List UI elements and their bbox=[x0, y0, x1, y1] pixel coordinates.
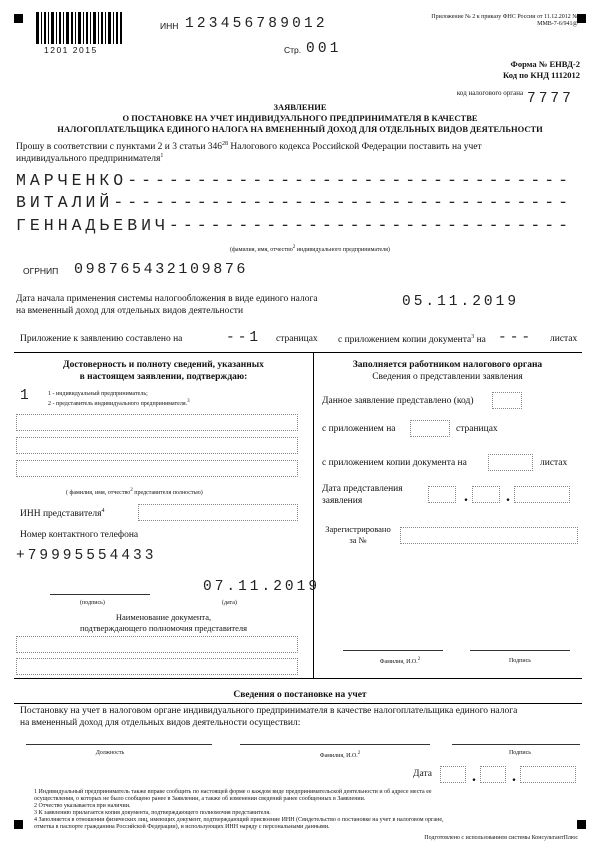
submit-date-dot1: . bbox=[464, 488, 468, 505]
person-caption-start: (фамилия, имя, отчество bbox=[230, 247, 293, 253]
copies-field[interactable] bbox=[488, 454, 533, 471]
fio-caption-sup: 2 bbox=[417, 657, 421, 662]
appendix-copies-unit: листах bbox=[550, 334, 578, 344]
footnote-1b: осуществления, о которых не было сообщено ранее в Заявлении, а также об изменении сведений ранее сообщенных в Заявлении. bbox=[34, 796, 366, 802]
corner-marker-top-right bbox=[577, 14, 586, 23]
footnotes bbox=[34, 789, 580, 831]
rep-name-row3[interactable] bbox=[16, 460, 298, 477]
reg-sign-line bbox=[452, 744, 580, 745]
rep-caption-end: представителя полностью) bbox=[134, 490, 203, 496]
position-caption: Должность bbox=[95, 750, 125, 756]
corner-marker-bottom-left bbox=[14, 820, 23, 829]
submit-date-month-cells bbox=[472, 486, 500, 503]
person-caption-end: индивидуального предпринимателя) bbox=[296, 247, 390, 253]
patronymic-fill: ----------------------------- bbox=[168, 216, 573, 235]
rep-inn-sup: 4 bbox=[101, 508, 105, 514]
submitted-code-field[interactable] bbox=[492, 392, 522, 409]
sign-caption-right: Подпись bbox=[508, 658, 532, 664]
reg-fio-sup: 2 bbox=[357, 751, 361, 756]
registration-heading: Сведения о постановке на учет bbox=[233, 690, 367, 700]
position-line bbox=[26, 744, 212, 745]
sign-date-sep1: . bbox=[226, 579, 239, 595]
rep-inn-label-wrap bbox=[20, 508, 104, 519]
request-sup1: 28 bbox=[222, 141, 229, 147]
surname-value: МАРЧЕНКО bbox=[16, 171, 128, 190]
request-text-line2 bbox=[16, 153, 163, 164]
fio-caption-wrap bbox=[360, 656, 440, 666]
start-date-sep1: . bbox=[425, 294, 438, 310]
barcode-image bbox=[36, 12, 122, 44]
footnote-3: 3 К заявлению прилагается копия документа, подтверждающего полномочия представителя. bbox=[34, 810, 271, 816]
right-heading1: Заполняется работником налогового органа bbox=[352, 360, 543, 370]
reg-fio-caption-wrap bbox=[300, 750, 380, 760]
registration-top-border bbox=[14, 678, 582, 679]
knd-code: Код по КНД 1112012 bbox=[502, 70, 580, 80]
start-date-label1: Дата начала применения системы налогообложения в виде единого налога bbox=[16, 294, 318, 304]
with-appendix-label: с приложением на bbox=[322, 424, 396, 434]
sign-date-value[interactable] bbox=[203, 579, 320, 595]
request-sup2: 1 bbox=[160, 153, 164, 159]
appendix-note: Приложение № 2 к приказу ФНС России от 11.12.2012 № ММВ-7-6/941@ bbox=[431, 14, 578, 27]
appendix-pages-unit: страницах bbox=[276, 334, 318, 344]
submit-date-year-cells bbox=[514, 486, 570, 503]
reg-date-dot2: . bbox=[512, 768, 516, 785]
ogrnip-label: ОГРНИП bbox=[23, 266, 59, 276]
date-caption: (дата) bbox=[222, 600, 237, 606]
submit-date-label2: заявления bbox=[322, 496, 363, 506]
reg-date-dot1: . bbox=[472, 768, 476, 785]
registered-label2: за № bbox=[349, 535, 367, 545]
submitted-label: Данное заявление представлено (код) bbox=[322, 396, 474, 406]
reg-fio-line bbox=[240, 744, 430, 745]
corner-marker-top-left bbox=[14, 14, 23, 23]
sign-date-month: 11 bbox=[238, 579, 262, 595]
person-caption-sup: 2 bbox=[292, 245, 296, 250]
footnote-4a: 4 Заполняется в отношении физических лиц, имеющих документ, подтверждающий присвоение ИНН (Свидетельство о постановке на учет в налоговом органе, bbox=[34, 817, 444, 823]
person-caption bbox=[230, 244, 390, 254]
submit-date-field[interactable] bbox=[428, 486, 578, 503]
signer-option2: 2 - представитель индивидуального предпринимателя. bbox=[48, 401, 188, 407]
ogrnip-value[interactable]: 098765432109876 bbox=[74, 261, 249, 278]
section-divider bbox=[313, 352, 314, 678]
appendix-copies-label: с приложением копии документа bbox=[338, 335, 472, 346]
doc-label1: Наименование документа, bbox=[115, 612, 212, 622]
rep-name-row2[interactable] bbox=[16, 437, 298, 454]
signature-line bbox=[50, 594, 150, 595]
rep-inn-label: ИНН представителя bbox=[20, 509, 102, 520]
signer-code[interactable]: 1 bbox=[20, 388, 30, 404]
footnote-4b: отметка в паспорте гражданина Российской Федерации), и использующих ИНН наряду с персональными данными. bbox=[34, 824, 330, 830]
tax-authority-code[interactable]: 7777 bbox=[527, 91, 574, 107]
registration-heading-border bbox=[14, 703, 582, 704]
request-text bbox=[16, 141, 582, 152]
registered-label1: Зарегистрировано bbox=[325, 524, 391, 534]
signer-option2-wrap bbox=[48, 398, 190, 408]
doc-row2[interactable] bbox=[16, 658, 298, 675]
appendix-copies-on: на bbox=[476, 335, 486, 346]
signer-option-sup: 3 bbox=[187, 399, 190, 404]
right-heading2: Сведения о представлении заявления bbox=[372, 372, 523, 382]
rep-caption-sup: 2 bbox=[130, 488, 133, 493]
title-line2: О ПОСТАНОВКЕ НА УЧЕТ ИНДИВИДУАЛЬНОГО ПРЕДПРИНИМАТЕЛЯ В КАЧЕСТВЕ bbox=[122, 113, 478, 123]
reg-date-month-cells bbox=[480, 766, 506, 783]
start-date-day: 05 bbox=[402, 294, 426, 310]
submit-date-label1: Дата представления bbox=[322, 484, 403, 494]
start-date-month: 11 bbox=[437, 294, 461, 310]
name-fill: --------------------------------- bbox=[113, 193, 573, 212]
section-top-border bbox=[14, 352, 582, 353]
start-date-sep2: . bbox=[460, 294, 473, 310]
request-text-part1: Прошу в соответствии с пунктами 2 и 3 статьи 346 bbox=[16, 142, 223, 153]
reg-date-day-cells bbox=[440, 766, 466, 783]
title-line1: ЗАЯВЛЕНИЕ bbox=[273, 102, 327, 112]
reg-date-label: Дата bbox=[413, 769, 432, 779]
footnote-1a: 1 Индивидуальный предприниматель также вправе сообщить по настоящей форме о каждом виде предпринимательской деятельности и об адресе места ее bbox=[34, 789, 432, 795]
submit-date-dot2: . bbox=[506, 488, 510, 505]
reg-sign-caption: Подпись bbox=[508, 750, 532, 756]
doc-label2: подтверждающего полномочия представителя bbox=[79, 623, 248, 633]
sign-date-sep2: . bbox=[261, 579, 274, 595]
barcode-number: 1201 2015 bbox=[44, 45, 98, 55]
registration-text1: Постановку на учет в налоговом органе индивидуального предпринимателя в качестве налогоплательщика единого налога bbox=[20, 706, 518, 716]
appendix-pages-field[interactable] bbox=[410, 420, 450, 437]
start-date-value[interactable] bbox=[402, 294, 519, 310]
name-field[interactable] bbox=[16, 193, 582, 212]
rep-caption bbox=[66, 487, 203, 497]
sign-date-day: 07 bbox=[203, 579, 227, 595]
surname-fill: -------------------------------- bbox=[127, 171, 573, 190]
request-text-part3: индивидуального предпринимателя bbox=[16, 154, 161, 165]
appendix-copies bbox=[338, 334, 486, 345]
rep-caption-start: ( фамилия, имя, отчество bbox=[66, 490, 131, 496]
reg-fio-caption: Фамилия, И.О. bbox=[319, 753, 358, 759]
form-name: Форма № ЕНВД-2 bbox=[510, 59, 580, 69]
footer-note: Подготовлено с использованием системы КонсультантПлюс bbox=[424, 835, 578, 841]
inn-label: ИНН bbox=[160, 21, 179, 31]
page-label: Стр. bbox=[284, 45, 302, 55]
doc-row1[interactable] bbox=[16, 636, 298, 653]
left-heading1: Достоверность и полноту сведений, указанных bbox=[63, 360, 264, 370]
reg-date-field[interactable] bbox=[440, 766, 580, 783]
start-date-year: 2019 bbox=[472, 294, 520, 310]
rep-name-row1[interactable] bbox=[16, 414, 298, 431]
registered-number-field[interactable] bbox=[400, 527, 578, 544]
barcode bbox=[36, 12, 122, 44]
submit-date-day-cells bbox=[428, 486, 456, 503]
sign-line-right bbox=[470, 650, 570, 651]
with-copies-label: с приложением копии документа на bbox=[322, 458, 467, 468]
surname-field[interactable] bbox=[16, 171, 582, 190]
inn-value[interactable]: 123456789012 bbox=[185, 16, 328, 32]
reg-date-year-cells bbox=[520, 766, 576, 783]
appendix-copies-value[interactable]: --- bbox=[498, 330, 534, 346]
appendix-pages-value[interactable]: --1 bbox=[226, 330, 262, 346]
start-date-label2: на вмененный доход для отдельных видов деятельности bbox=[16, 306, 244, 316]
pages-label: страницах bbox=[456, 424, 498, 434]
tax-authority-label: код налогового органа bbox=[456, 89, 524, 97]
patronymic-field[interactable] bbox=[16, 216, 582, 235]
name-value: ВИТАЛИЙ bbox=[16, 193, 114, 212]
registration-text2: на вмененный доход для отдельных видов деятельности осуществил: bbox=[20, 718, 301, 728]
title-line3: НАЛОГОПЛАТЕЛЬЩИКА ЕДИНОГО НАЛОГА НА ВМЕНЕННЫЙ ДОХОД ДЛЯ ОТДЕЛЬНЫХ ВИДОВ ДЕЯТЕЛЬНОСТИ bbox=[57, 124, 543, 134]
appendix-copies-sup: 3 bbox=[471, 334, 475, 340]
phone-label: Номер контактного телефона bbox=[20, 530, 139, 540]
fio-line bbox=[343, 650, 443, 651]
footnote-2: 2 Отчество указывается при наличии. bbox=[34, 803, 131, 809]
page-value[interactable]: 001 bbox=[306, 41, 342, 57]
sheets-label: листах bbox=[540, 458, 568, 468]
rep-inn-field[interactable] bbox=[138, 504, 298, 521]
request-text-part2: Налогового кодекса Российской Федерации поставить на учет bbox=[230, 142, 482, 153]
appendix-label: Приложение к заявлению составлено на bbox=[20, 334, 183, 344]
phone-value[interactable]: +79995554433 bbox=[16, 548, 157, 564]
sign-date-year: 2019 bbox=[273, 579, 321, 595]
signer-option1: 1 - индивидуальный предприниматель; bbox=[48, 391, 148, 397]
signature-caption: (подпись) bbox=[80, 600, 105, 606]
left-heading2: в настоящем заявлении, подтверждаю: bbox=[79, 372, 248, 382]
patronymic-value: ГЕННАДЬЕВИЧ bbox=[16, 216, 169, 235]
fio-caption: Фамилия, И.О. bbox=[379, 659, 418, 665]
